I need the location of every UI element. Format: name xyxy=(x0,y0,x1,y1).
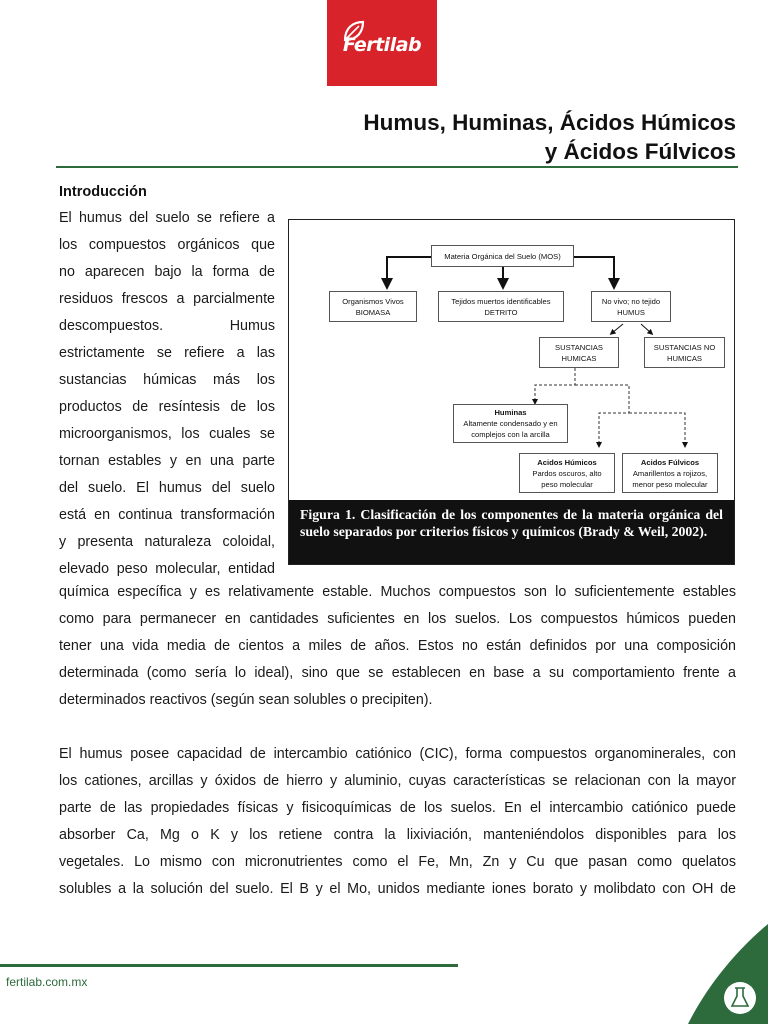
text-line: vegetales. Lo mismo con micronutrientes como el Fe, Mn, Zn y Cu que pasan como quelatos xyxy=(59,854,736,870)
box-label: Organismos Vivos xyxy=(342,296,404,306)
arrow-sh xyxy=(612,324,623,333)
figure-1 xyxy=(288,219,735,565)
text-line: tener una vida media de cientos a miles de años. Estos no están definidos por una composición xyxy=(59,638,736,654)
box-label: SUSTANCIAS xyxy=(555,342,603,352)
box-humus xyxy=(591,291,671,322)
text-line: parte de las propiedades físicas y fisicoquímicas de los suelos. En el intercambio catiónico puede xyxy=(59,800,736,816)
box-label: SUSTANCIAS NO xyxy=(653,342,716,352)
arrow-snh xyxy=(641,324,651,333)
text-line: productos de resíntesis de los xyxy=(59,399,275,415)
text-line: química específica y es relativamente estable. Muchos compuestos son lo suficientemente estables xyxy=(59,584,736,600)
box-biomasa xyxy=(329,291,417,322)
text-line: elevado peso molecular, entidad xyxy=(59,561,275,577)
text-line: determinados reactivos (según sean solubles o precipiten). xyxy=(59,692,433,708)
text-line: estrictamente se refiere a las xyxy=(59,345,275,361)
text-line: los cationes, arcillas y óxidos de hierro y aluminio, cuyas características se relacionan con la mayor xyxy=(59,773,736,789)
corner-seal xyxy=(688,924,768,1024)
box-label: Huminas xyxy=(494,408,527,417)
arrow-biomasa xyxy=(387,257,431,284)
logo-wordmark: Fertilab xyxy=(342,34,422,56)
box-label: HUMUS xyxy=(617,307,645,317)
footer-url[interactable]: fertilab.com.mx xyxy=(6,975,88,989)
box-label: complejos con la arcilla xyxy=(471,430,550,439)
text-line: descompuestos. Humus xyxy=(59,318,275,334)
arrow-humus xyxy=(574,257,614,284)
title-divider xyxy=(56,166,738,168)
box-label: Pardos oscuros, alto xyxy=(532,468,602,478)
dash-ah xyxy=(575,385,629,445)
box-label: Amarillentos a rojizos, xyxy=(632,468,708,478)
text-line: como para permanecer en cantidades suficientes en los suelos. Los compuestos húmicos pueden xyxy=(59,611,736,627)
footer-divider xyxy=(0,964,458,967)
seal-badge-icon xyxy=(724,982,756,1014)
box-acidos-fulvicos xyxy=(622,453,718,493)
box-mos xyxy=(431,245,574,267)
box-label: Acidos Fúlvicos xyxy=(640,457,700,467)
box-label: menor peso molecular xyxy=(632,479,708,489)
text-line: microorganismos, los cuales se xyxy=(59,426,275,442)
box-label: Altamente condensado y en xyxy=(463,419,558,428)
text-line: sustancias húmicas más los xyxy=(59,372,275,388)
text-line: El humus posee capacidad de intercambio catiónico (CIC), forma compuestos organominerales, con xyxy=(59,746,736,762)
box-sustancias-no-humicas xyxy=(644,337,725,368)
title-line-2: y Ácidos Fúlvicos xyxy=(544,139,736,164)
box-label: Acidos Húmicos xyxy=(537,457,597,467)
page-title xyxy=(363,108,736,166)
text-line: los compuestos orgánicos que xyxy=(59,237,275,253)
intro-left-column xyxy=(59,205,275,583)
text-line: residuos frescos a parcialmente xyxy=(59,291,275,307)
text-line: solubles a la solución del suelo. El B y el Mo, unidos mediante iones borato y molibdato con OH de xyxy=(59,881,736,897)
box-detrito xyxy=(438,291,564,322)
box-label: HUMICAS xyxy=(561,353,597,363)
section-heading: Introducción xyxy=(59,184,147,200)
text-line: El humus del suelo se refiere a xyxy=(59,210,275,226)
box-acidos-humicos xyxy=(519,453,615,493)
text-line: y presenta naturaleza coloidal, xyxy=(59,534,275,550)
fertilab-logo xyxy=(327,0,437,86)
title-line-1: Humus, Huminas, Ácidos Húmicos xyxy=(363,110,736,135)
box-label: BIOMASA xyxy=(355,307,391,317)
box-label: HUMICAS xyxy=(666,353,703,363)
box-label: Materia Orgánica del Suelo (MOS) xyxy=(444,251,561,261)
text-line: tornan estables y en una parte xyxy=(59,453,275,469)
dash-af xyxy=(629,413,685,445)
box-label: Tejidos muertos identificables xyxy=(451,296,551,306)
text-line: no aparecen bajo la forma de xyxy=(59,264,275,280)
text-line: del suelo. El humus del suelo xyxy=(59,480,275,496)
box-label: DETRITO xyxy=(484,307,518,317)
box-label: No vivo; no tejido xyxy=(601,296,661,306)
text-line: está en continua transformación xyxy=(59,507,275,523)
figure-caption: Figura 1. Clasificación de los componentes de la materia orgánica del suelo separados por criterios físicos y químicos (Brady & Weil, 2002). xyxy=(289,500,734,564)
box-label: peso molecular xyxy=(541,479,593,489)
box-sustancias-humicas xyxy=(539,337,619,368)
dash-huminas xyxy=(535,368,575,402)
text-line: determinada (como sería lo ideal), sino que se establecen en base a su comportamiento frente a xyxy=(59,665,736,681)
box-huminas xyxy=(453,404,568,443)
paragraph-2 xyxy=(59,741,736,903)
text-line: absorber Ca, Mg o K y los retiene contra la lixiviación, manteniéndolos disponibles para los xyxy=(59,827,736,843)
intro-paragraph-continued xyxy=(59,579,736,714)
